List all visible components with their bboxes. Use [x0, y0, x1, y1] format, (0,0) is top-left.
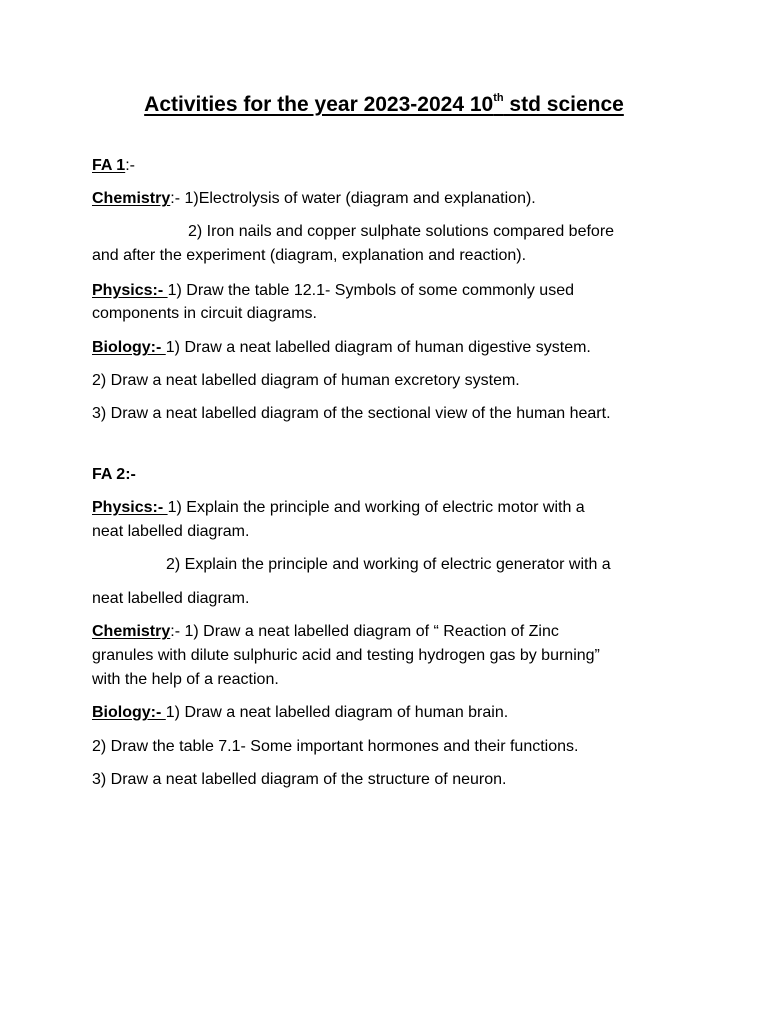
fa2-physics-item-1a: 1) Explain the principle and working of electric motor with a	[167, 499, 585, 516]
fa2-chemistry-line-1	[92, 620, 692, 644]
fa1-chemistry-item-2a: 2) Iron nails and copper sulphate solutions compared before	[188, 223, 615, 240]
fa1-biology-label: Biology:-	[92, 339, 166, 356]
fa2-physics-item-1b: neat labelled diagram.	[92, 523, 250, 540]
page-title	[0, 92, 768, 117]
title-superscript: th	[493, 92, 504, 104]
fa1-physics-line-1	[92, 279, 692, 303]
fa2-physics-line-1	[92, 496, 692, 520]
title-main: Activities for the year 2023-2024 10	[144, 93, 494, 116]
fa1-biology-item-3: 3) Draw a neat labelled diagram of the sectional view of the human heart.	[92, 405, 611, 422]
fa2-biology-item-2: 2) Draw the table 7.1- Some important hormones and their functions.	[92, 738, 579, 755]
fa1-chemistry-line-1	[92, 187, 692, 211]
title-end: std science	[503, 93, 624, 116]
fa1-physics-item-1a: 1) Draw the table 12.1- Symbols of some commonly used	[167, 282, 574, 299]
fa2-heading: FA 2:-	[92, 466, 136, 483]
fa2-chemistry-item-1c: with the help of a reaction.	[92, 671, 279, 688]
fa1-heading-label: FA 1	[92, 157, 126, 174]
fa1-heading	[92, 154, 692, 178]
fa1-physics-item-1b: components in circuit diagrams.	[92, 305, 317, 322]
fa2-biology-label: Biology:-	[92, 704, 166, 721]
fa1-chemistry-item-2b: and after the experiment (diagram, explanation and reaction).	[92, 247, 527, 264]
fa2-physics-label: Physics:-	[92, 499, 168, 516]
fa1-biology-item-1: 1) Draw a neat labelled diagram of human digestive system.	[165, 339, 591, 356]
fa2-chemistry-item-1a: :- 1) Draw a neat labelled diagram of “ Reaction of Zinc	[170, 623, 559, 640]
fa1-physics-label: Physics:-	[92, 282, 168, 299]
fa2-chemistry-item-1b: granules with dilute sulphuric acid and testing hydrogen gas by burning”	[92, 647, 600, 664]
fa1-biology-item-2: 2) Draw a neat labelled diagram of human excretory system.	[92, 372, 520, 389]
fa2-chemistry-label: Chemistry	[92, 623, 171, 640]
fa1-chemistry-label: Chemistry	[92, 190, 171, 207]
fa2-biology-item-3: 3) Draw a neat labelled diagram of the structure of neuron.	[92, 771, 507, 788]
fa1-heading-suffix: :-	[125, 157, 135, 174]
fa2-physics-item-2a: 2) Explain the principle and working of electric generator with a	[166, 556, 611, 573]
fa1-chemistry-item-1: :- 1)Electrolysis of water (diagram and explanation).	[170, 190, 536, 207]
fa1-biology-line-1	[92, 336, 692, 360]
fa2-biology-line-1	[92, 701, 692, 725]
fa2-biology-item-1: 1) Draw a neat labelled diagram of human brain.	[165, 704, 509, 721]
fa2-physics-item-2b: neat labelled diagram.	[92, 590, 250, 607]
